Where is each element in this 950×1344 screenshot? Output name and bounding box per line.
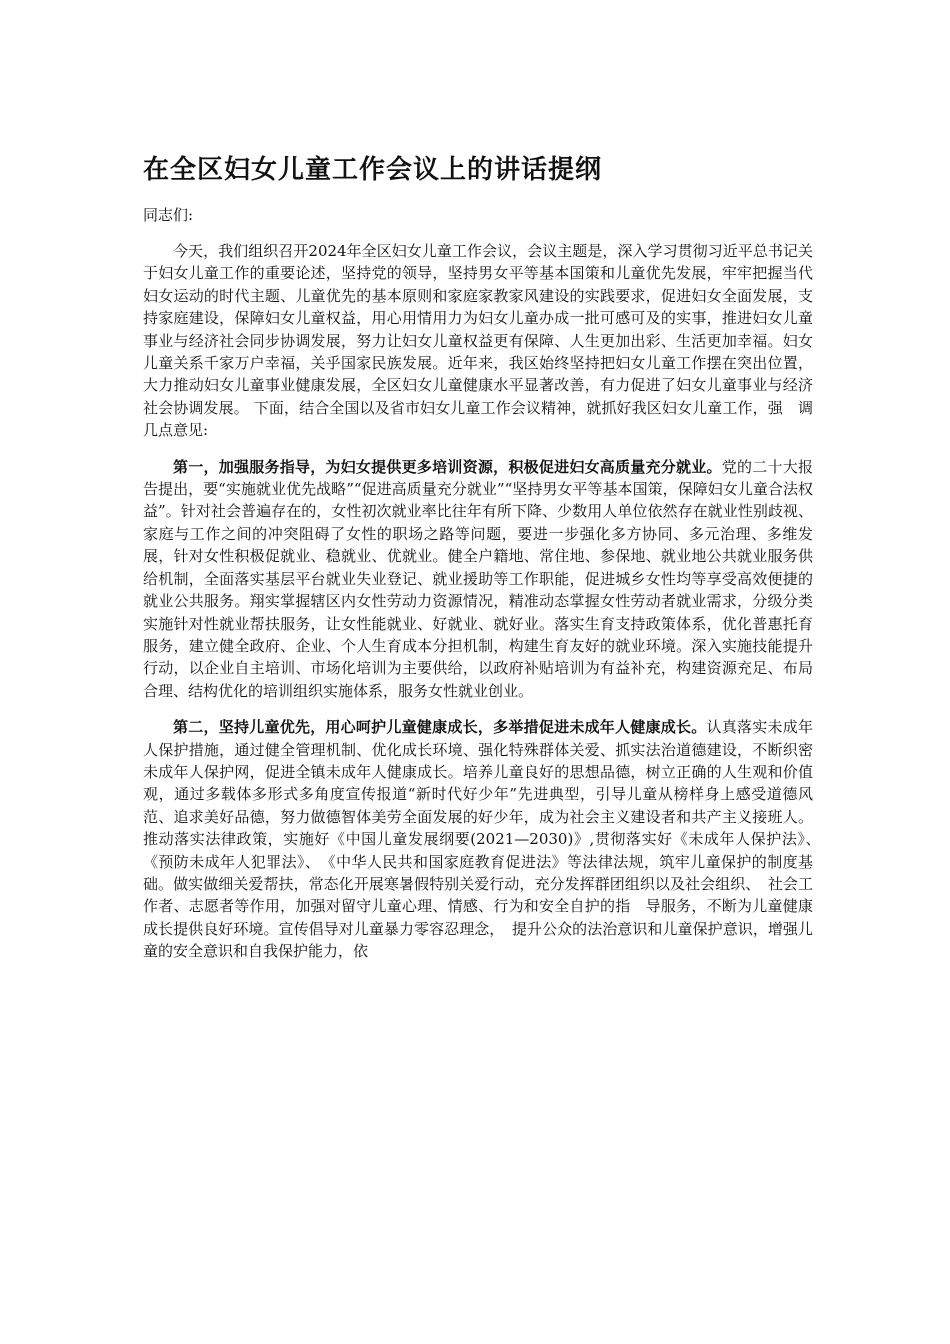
- salutation: 同志们:: [143, 206, 194, 224]
- paragraph-second-point: [143, 716, 829, 962]
- document-title: 在全区妇女儿童工作会议上的讲话提纲: [143, 155, 603, 185]
- document-page: [143, 150, 829, 977]
- paragraph-text: 今天，我们组织召开2024年全区妇女儿童工作会议，会议主题是，深入学习贯彻习近平总书记关于妇女儿童工作的重要论述，坚持党的领导，坚持男女平等基本国策和儿童优先发展，牢牢把握当代妇女运动的时代主题、儿童优先的基本原则和家庭家教家风建设的实践要求，促进妇女全面发展，支持家庭建设，保障妇女儿童权益，用心用情用力为妇女儿童办成一批可感可及的实事，推进妇女儿童事业与经济社会同步协调发展，努力让妇女儿童权益更有保障、人生更加出彩、生活更加幸福。妇女儿童关系千家万户幸福，关乎国家民族发展。近年来，我区始终坚持把妇女儿童工作摆在突出位置，大力推动妇女儿童事业健康发展，全区妇女儿童健康水平显著改善，有力促进了妇女儿童事业与经济社会协调发展。 下面，结合全国以及省市妇女儿童工作会议精神，就抓好我区妇女儿童工作，强 调几点意见:: [143, 242, 813, 440]
- paragraph-intro: [143, 240, 813, 442]
- paragraph-first-point: [143, 456, 813, 702]
- paragraph-text: 认真落实未成年人保护措施，通过健全管理机制、优化成长环境、强化特殊群体关爱、抓实法治道德建设，不断织密未成年人保护网，促进全镇未成年人健康成长。培养儿童良好的思想品德，树立正确的人生观和价值观，通过多载体多形式多角度宣传报道“新时代好少年”先进典型，引导儿童从榜样身上感受道德风范、追求美好品德，努力做德智体美劳全面发展的好少年，成为社会主义建设者和共产主义接班人。推动落实法律政策，实施好《中国儿童发展纲要(2021—2030)》,贯彻落实好《未成年人保护法》、 《预防未成年人犯罪法》、 《中华人民共和国家庭教育促进法》等法律法规，筑牢儿童保护的制度基础。做实做细关爱帮扶，常态化开展寒暑假特别关爱行动，充分发挥群团组织以及社会组织、 社会工作者、志愿者等作用，加强对留守儿童心理、情感、行为和安全自护的指 导服务，不断为儿童健康成长提供良好环境。宣传倡导对儿童暴力零容忍理念， 提升公众的法治意识和儿童保护意识，增强儿童的安全意识和自我保护能力，依: [143, 718, 829, 961]
- paragraph-lead: 第二，坚持儿童优先，用心呵护儿童健康成长，多举措促进未成年人健康成长。: [173, 718, 707, 737]
- paragraph-text: 党的二十大报告提出，要“实施就业优先战略”“促进高质量充分就业”“坚持男女平等基本国策，保障妇女儿童合法权益”。针对社会普遍存在的，女性初次就业率比往年有所下降、少数用人单位依然存在就业性别歧视、家庭与工作之间的冲突阻碍了女性的职场之路等问题，要进一步强化多方协同、多元治理、多维发展，针对女性积极促就业、稳就业、优就业。健全户籍地、常住地、参保地、就业地公共就业服务供给机制，全面落实基层平台就业失业登记、就业援助等工作职能，促进城乡女性均等享受高效便捷的就业公共服务。翔实掌握辖区内女性劳动力资源情况，精准动态掌握女性劳动者就业需求，分级分类实施针对性就业帮扶服务，让女性能就业、好就业、就好业。落实生育支持政策体系，优化普惠托育服务，建立健全政府、企业、个人生育成本分担机制，构建生育友好的就业环境。深入实施技能提升行动，以企业自主培训、市场化培训为主要供给，以政府补贴培训为有益补充，构建资源充足、布局合理、结构优化的培训组织实施体系，服务女性就业创业。: [143, 457, 813, 700]
- paragraph-lead: 第一，加强服务指导，为妇女提供更多培训资源，积极促进妇女高质量充分就业。: [173, 457, 722, 476]
